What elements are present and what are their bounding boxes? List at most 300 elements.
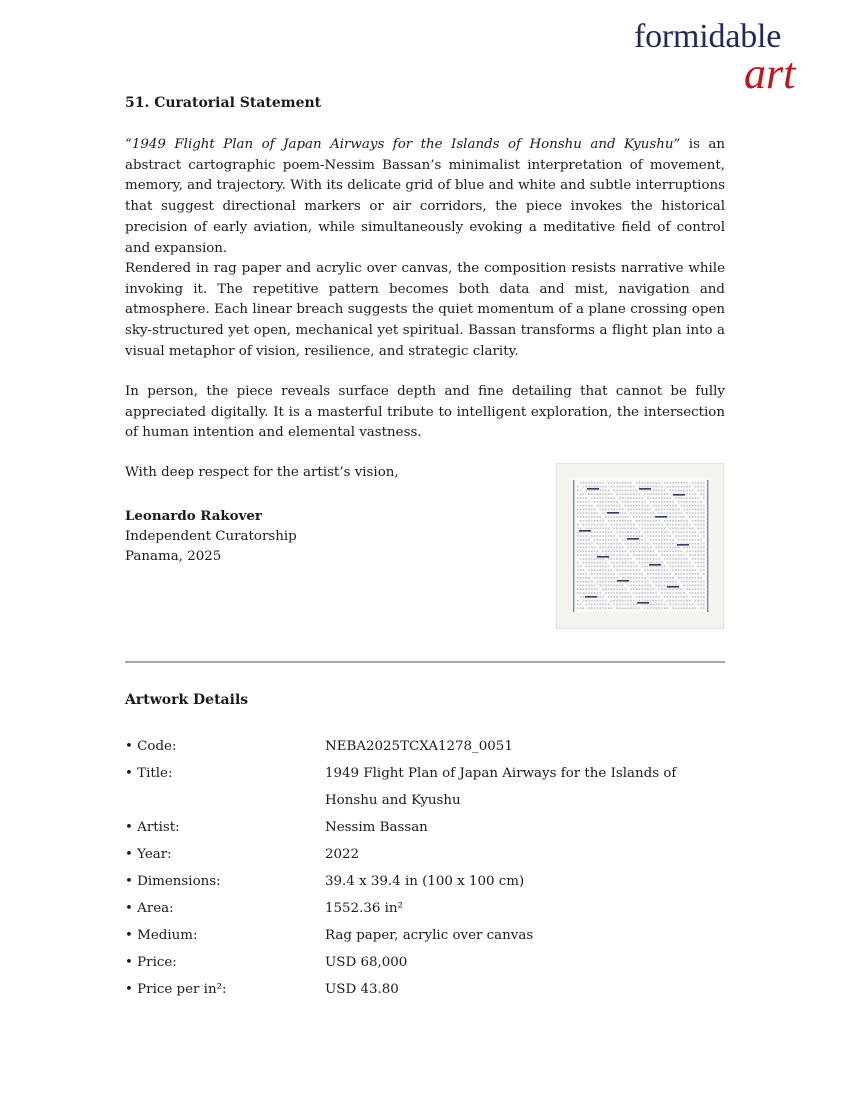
- pattern-dot: [591, 509, 593, 511]
- pattern-dot: [602, 490, 604, 492]
- pattern-dot: [616, 554, 618, 556]
- pattern-dot: [591, 528, 593, 530]
- pattern-dot: [647, 569, 649, 571]
- pattern-dot: [594, 600, 596, 602]
- pattern-dot: [681, 581, 683, 583]
- pattern-dot: [639, 554, 641, 556]
- pattern-dot: [644, 558, 646, 560]
- pattern-dot: [597, 569, 599, 571]
- pattern-dot: [703, 535, 705, 537]
- pattern-dot: [605, 497, 607, 499]
- pattern-dot: [653, 581, 655, 583]
- pattern-dot: [681, 505, 683, 507]
- pattern-dot: [630, 550, 632, 552]
- pattern-dot: [613, 524, 615, 526]
- pattern-dot: [703, 482, 705, 484]
- pattern-dot: [622, 554, 624, 556]
- pattern-dot: [700, 554, 702, 556]
- pattern-dot: [577, 588, 579, 590]
- pattern-dot: [639, 531, 641, 533]
- pattern-dot: [653, 604, 655, 606]
- pattern-dot: [644, 577, 646, 579]
- pattern-dot: [661, 486, 663, 488]
- pattern-dot: [613, 547, 615, 549]
- pattern-dot: [692, 482, 694, 484]
- pattern-dot: [692, 569, 694, 571]
- pattern-dot: [692, 543, 694, 545]
- pattern-dot: [577, 501, 579, 503]
- pattern-dot: [625, 577, 627, 579]
- pattern-dot: [625, 512, 627, 514]
- pattern-dot: [703, 569, 705, 571]
- pattern-dot: [633, 543, 635, 545]
- pattern-dot: [585, 482, 587, 484]
- pattern-dot: [608, 497, 610, 499]
- pattern-dot: [594, 585, 596, 587]
- pattern-dot: [647, 520, 649, 522]
- pattern-dot: [580, 501, 582, 503]
- pattern-dot: [703, 493, 705, 495]
- pattern-dot: [692, 516, 694, 518]
- pattern-dot: [655, 596, 657, 598]
- pattern-dot: [636, 588, 638, 590]
- pattern-dot: [678, 512, 680, 514]
- pattern-dot: [700, 543, 702, 545]
- pattern-dot: [622, 501, 624, 503]
- pattern-dot: [672, 585, 674, 587]
- pattern-dot: [594, 528, 596, 530]
- pattern-dot: [622, 528, 624, 530]
- pattern-dot: [641, 558, 643, 560]
- pattern-dot: [597, 588, 599, 590]
- statement-paragraph-1: [125, 135, 725, 259]
- pattern-dot: [700, 607, 702, 609]
- pattern-dot: [683, 509, 685, 511]
- pattern-dot: [683, 585, 685, 587]
- pattern-dot: [675, 486, 677, 488]
- pattern-dot: [616, 569, 618, 571]
- pattern-dot: [585, 604, 587, 606]
- pattern-dot: [700, 596, 702, 598]
- detail-label: • Price:: [125, 955, 177, 970]
- pattern-dot: [636, 543, 638, 545]
- pattern-dot: [695, 516, 697, 518]
- pattern-dot: [599, 607, 601, 609]
- pattern-dot: [633, 550, 635, 552]
- pattern-dot: [577, 592, 579, 594]
- pattern-dot: [602, 520, 604, 522]
- pattern-dot: [630, 524, 632, 526]
- pattern-dot: [630, 531, 632, 533]
- pattern-dot: [636, 585, 638, 587]
- pattern-dot: [591, 524, 593, 526]
- pattern-dot: [591, 558, 593, 560]
- pattern-dot: [639, 535, 641, 537]
- pattern-dot: [700, 490, 702, 492]
- pattern-dot: [686, 528, 688, 530]
- pattern-dot: [577, 493, 579, 495]
- pattern-dot: [641, 566, 643, 568]
- pattern-dot: [588, 558, 590, 560]
- details-list: [125, 733, 725, 1003]
- pattern-dot: [650, 520, 652, 522]
- pattern-dot: [664, 607, 666, 609]
- pattern-dot: [641, 486, 643, 488]
- pattern-dot: [700, 550, 702, 552]
- pattern-dot: [703, 490, 705, 492]
- pattern-dot: [647, 512, 649, 514]
- pattern-dot: [703, 547, 705, 549]
- pattern-dot: [611, 543, 613, 545]
- pattern-dot: [664, 547, 666, 549]
- pattern-dot: [633, 577, 635, 579]
- pattern-dot: [647, 535, 649, 537]
- pattern-dot: [647, 596, 649, 598]
- pattern-dot: [619, 547, 621, 549]
- pattern-dot: [630, 520, 632, 522]
- pattern-dot: [583, 585, 585, 587]
- pattern-dot: [653, 524, 655, 526]
- pattern-dot: [622, 509, 624, 511]
- pattern-dot: [644, 516, 646, 518]
- pattern-dot: [641, 539, 643, 541]
- pattern-dot: [627, 600, 629, 602]
- pattern-dot: [644, 604, 646, 606]
- pattern-dot: [703, 604, 705, 606]
- pattern-dot: [700, 512, 702, 514]
- pattern-dot: [633, 604, 635, 606]
- pattern-dot: [669, 562, 671, 564]
- pattern-dot: [695, 547, 697, 549]
- pattern-dot: [591, 566, 593, 568]
- pattern-dot: [616, 493, 618, 495]
- pattern-dot: [639, 547, 641, 549]
- pattern-dot: [602, 581, 604, 583]
- pattern-dot: [613, 577, 615, 579]
- pattern-dot: [678, 577, 680, 579]
- pattern-dot: [591, 535, 593, 537]
- pattern-dot: [580, 490, 582, 492]
- pattern-dot: [583, 581, 585, 583]
- pattern-dot: [597, 581, 599, 583]
- signature-place: Panama, 2025: [125, 549, 222, 565]
- pattern-dot: [661, 543, 663, 545]
- pattern-dot: [689, 573, 691, 575]
- pattern-dot: [686, 550, 688, 552]
- pattern-dot: [683, 558, 685, 560]
- pattern-dot: [585, 490, 587, 492]
- pattern-dot: [625, 592, 627, 594]
- pattern-dot: [669, 516, 671, 518]
- pattern-dot: [655, 501, 657, 503]
- pattern-dot: [667, 524, 669, 526]
- pattern-dot: [630, 493, 632, 495]
- pattern-dot: [636, 482, 638, 484]
- pattern-dot: [580, 482, 582, 484]
- pattern-dot: [689, 547, 691, 549]
- pattern-dot: [697, 558, 699, 560]
- pattern-dot: [686, 573, 688, 575]
- pattern-dot: [703, 512, 705, 514]
- pattern-dot: [664, 528, 666, 530]
- pattern-dot: [700, 585, 702, 587]
- pattern-dot: [647, 604, 649, 606]
- pattern-dot: [644, 493, 646, 495]
- pattern-dot: [644, 505, 646, 507]
- signature-block: [125, 506, 297, 568]
- pattern-dot: [658, 577, 660, 579]
- pattern-dot: [594, 516, 596, 518]
- pattern-dot: [667, 600, 669, 602]
- pattern-dot: [650, 524, 652, 526]
- pattern-dot: [669, 512, 671, 514]
- pattern-dot: [672, 547, 674, 549]
- pattern-dot: [627, 535, 629, 537]
- pattern-dot: [641, 535, 643, 537]
- pattern-dot: [650, 486, 652, 488]
- pattern-dot: [697, 512, 699, 514]
- pattern-dot: [653, 490, 655, 492]
- pattern-dot: [658, 596, 660, 598]
- pattern-dot: [622, 562, 624, 564]
- pattern-dot: [686, 547, 688, 549]
- pattern-dot: [602, 528, 604, 530]
- pattern-dot: [667, 547, 669, 549]
- pattern-dot: [577, 543, 579, 545]
- pattern-dot: [611, 497, 613, 499]
- pattern-dot: [577, 516, 579, 518]
- pattern-dot: [583, 509, 585, 511]
- pattern-dot: [689, 524, 691, 526]
- pattern-dot: [686, 509, 688, 511]
- pattern-dot: [661, 550, 663, 552]
- pattern-dot: [695, 558, 697, 560]
- pattern-dot: [703, 585, 705, 587]
- pattern-dot: [664, 539, 666, 541]
- flight-marker: [655, 516, 667, 518]
- pattern-dot: [681, 490, 683, 492]
- pattern-dot: [683, 535, 685, 537]
- pattern-dot: [599, 581, 601, 583]
- pattern-dot: [697, 505, 699, 507]
- pattern-dot: [650, 539, 652, 541]
- pattern-dot: [664, 531, 666, 533]
- pattern-dot: [686, 539, 688, 541]
- pattern-dot: [678, 547, 680, 549]
- pattern-dot: [695, 486, 697, 488]
- flight-marker: [607, 512, 619, 514]
- pattern-dot: [602, 569, 604, 571]
- statement-paragraph-2: Rendered in rag paper and acrylic over canvas, the composition resists narrative while invoking it. The repetitive pattern becomes both data and mist, navigation and atmosphere. Each linear breach suggests the quiet momentum of a plane crossing open sky-structured yet open, mechanical yet spiritual. Bassan transforms a flight plan into a visual metaphor of vision, resilience, and strategic clarity.: [125, 261, 725, 359]
- pattern-dot: [597, 516, 599, 518]
- pattern-dot: [667, 543, 669, 545]
- pattern-dot: [695, 482, 697, 484]
- pattern-dot: [605, 490, 607, 492]
- pattern-dot: [689, 592, 691, 594]
- pattern-dot: [605, 566, 607, 568]
- pattern-dot: [630, 581, 632, 583]
- pattern-dot: [650, 501, 652, 503]
- pattern-dot: [619, 588, 621, 590]
- pattern-dot: [639, 550, 641, 552]
- pattern-dot: [616, 585, 618, 587]
- pattern-dot: [605, 588, 607, 590]
- pattern-dot: [602, 558, 604, 560]
- pattern-dot: [703, 607, 705, 609]
- pattern-dot: [597, 490, 599, 492]
- pattern-dot: [655, 505, 657, 507]
- pattern-dot: [639, 512, 641, 514]
- pattern-dot: [633, 600, 635, 602]
- pattern-dot: [697, 562, 699, 564]
- pattern-dot: [664, 520, 666, 522]
- pattern-dot: [672, 524, 674, 526]
- pattern-dot: [692, 607, 694, 609]
- pattern-dot: [577, 531, 579, 533]
- pattern-dot: [577, 524, 579, 526]
- pattern-dot: [675, 547, 677, 549]
- pattern-dot: [664, 535, 666, 537]
- pattern-dot: [647, 490, 649, 492]
- pattern-dot: [689, 577, 691, 579]
- pattern-dot: [695, 592, 697, 594]
- pattern-dot: [678, 486, 680, 488]
- pattern-dot: [697, 543, 699, 545]
- pattern-dot: [602, 505, 604, 507]
- pattern-dot: [625, 550, 627, 552]
- pattern-dot: [588, 592, 590, 594]
- pattern-dot: [661, 535, 663, 537]
- pattern-dot: [639, 577, 641, 579]
- pattern-dot: [678, 501, 680, 503]
- pattern-dot: [605, 501, 607, 503]
- pattern-dot: [639, 596, 641, 598]
- pattern-dot: [619, 493, 621, 495]
- pattern-dot: [577, 562, 579, 564]
- pattern-dot: [675, 482, 677, 484]
- pattern-dot: [602, 562, 604, 564]
- pattern-dot: [667, 497, 669, 499]
- pattern-dot: [689, 543, 691, 545]
- pattern-dot: [653, 566, 655, 568]
- pattern-dot: [625, 604, 627, 606]
- pattern-dot: [672, 516, 674, 518]
- pattern-dot: [703, 543, 705, 545]
- pattern-dot: [591, 604, 593, 606]
- pattern-dot: [644, 509, 646, 511]
- pattern-dot: [599, 592, 601, 594]
- pattern-dot: [675, 573, 677, 575]
- pattern-dot: [681, 562, 683, 564]
- pattern-dot: [633, 566, 635, 568]
- pattern-dot: [667, 493, 669, 495]
- pattern-dot: [594, 531, 596, 533]
- pattern-dot: [583, 505, 585, 507]
- pattern-dot: [633, 486, 635, 488]
- pattern-dot: [583, 543, 585, 545]
- statement-paragraph-1-text: is an abstract cartographic poem-Nessim Bassan’s minimalist interpretation of movement, memory, and trajectory. With its delicate grid of blue and white and subtle interruptions that suggest directional markers or air corridors, the piece invokes the historical precision of early aviation, while simultaneously evoking a meditative field of control and expansion.: [125, 137, 725, 256]
- pattern-dot: [655, 520, 657, 522]
- pattern-dot: [630, 505, 632, 507]
- pattern-dot: [650, 493, 652, 495]
- pattern-dot: [658, 588, 660, 590]
- pattern-dot: [664, 482, 666, 484]
- pattern-dot: [599, 566, 601, 568]
- pattern-dot: [633, 509, 635, 511]
- pattern-dot: [678, 535, 680, 537]
- pattern-dot: [692, 581, 694, 583]
- pattern-dot: [577, 547, 579, 549]
- pattern-dot: [661, 509, 663, 511]
- pattern-dot: [597, 600, 599, 602]
- pattern-dot: [675, 588, 677, 590]
- pattern-dot: [627, 554, 629, 556]
- pattern-dot: [636, 497, 638, 499]
- pattern-dot: [619, 592, 621, 594]
- pattern-dot: [597, 592, 599, 594]
- pattern-dot: [605, 573, 607, 575]
- detail-value: USD 68,000: [325, 955, 408, 970]
- pattern-dot: [675, 566, 677, 568]
- pattern-dot: [585, 585, 587, 587]
- pattern-dot: [655, 486, 657, 488]
- pattern-dot: [653, 600, 655, 602]
- pattern-dot: [644, 592, 646, 594]
- pattern-dot: [683, 490, 685, 492]
- pattern-dot: [580, 581, 582, 583]
- pattern-dot: [585, 535, 587, 537]
- pattern-dot: [653, 573, 655, 575]
- pattern-dot: [667, 562, 669, 564]
- pattern-dot: [703, 562, 705, 564]
- pattern-dot: [580, 520, 582, 522]
- pattern-dot: [608, 569, 610, 571]
- pattern-dot: [700, 581, 702, 583]
- pattern-dot: [641, 497, 643, 499]
- pattern-dot: [647, 482, 649, 484]
- pattern-dot: [692, 588, 694, 590]
- pattern-dot: [608, 539, 610, 541]
- pattern-dot: [689, 493, 691, 495]
- pattern-dot: [611, 505, 613, 507]
- pattern-dot: [653, 512, 655, 514]
- pattern-dot: [636, 550, 638, 552]
- pattern-dot: [681, 604, 683, 606]
- pattern-dot: [661, 539, 663, 541]
- pattern-dot: [583, 535, 585, 537]
- pattern-dot: [647, 592, 649, 594]
- pattern-dot: [605, 585, 607, 587]
- pattern-dot: [686, 600, 688, 602]
- pattern-dot: [591, 516, 593, 518]
- pattern-dot: [653, 528, 655, 530]
- section-divider: [125, 661, 725, 663]
- pattern-dot: [697, 539, 699, 541]
- pattern-dot: [658, 569, 660, 571]
- pattern-dot: [647, 493, 649, 495]
- pattern-dot: [692, 497, 694, 499]
- pattern-dot: [689, 581, 691, 583]
- pattern-dot: [703, 600, 705, 602]
- pattern-dot: [580, 505, 582, 507]
- pattern-dot: [625, 505, 627, 507]
- pattern-dot: [703, 581, 705, 583]
- pattern-dot: [591, 607, 593, 609]
- pattern-dot: [695, 505, 697, 507]
- pattern-dot: [583, 486, 585, 488]
- pattern-dot: [594, 566, 596, 568]
- pattern-dot: [641, 524, 643, 526]
